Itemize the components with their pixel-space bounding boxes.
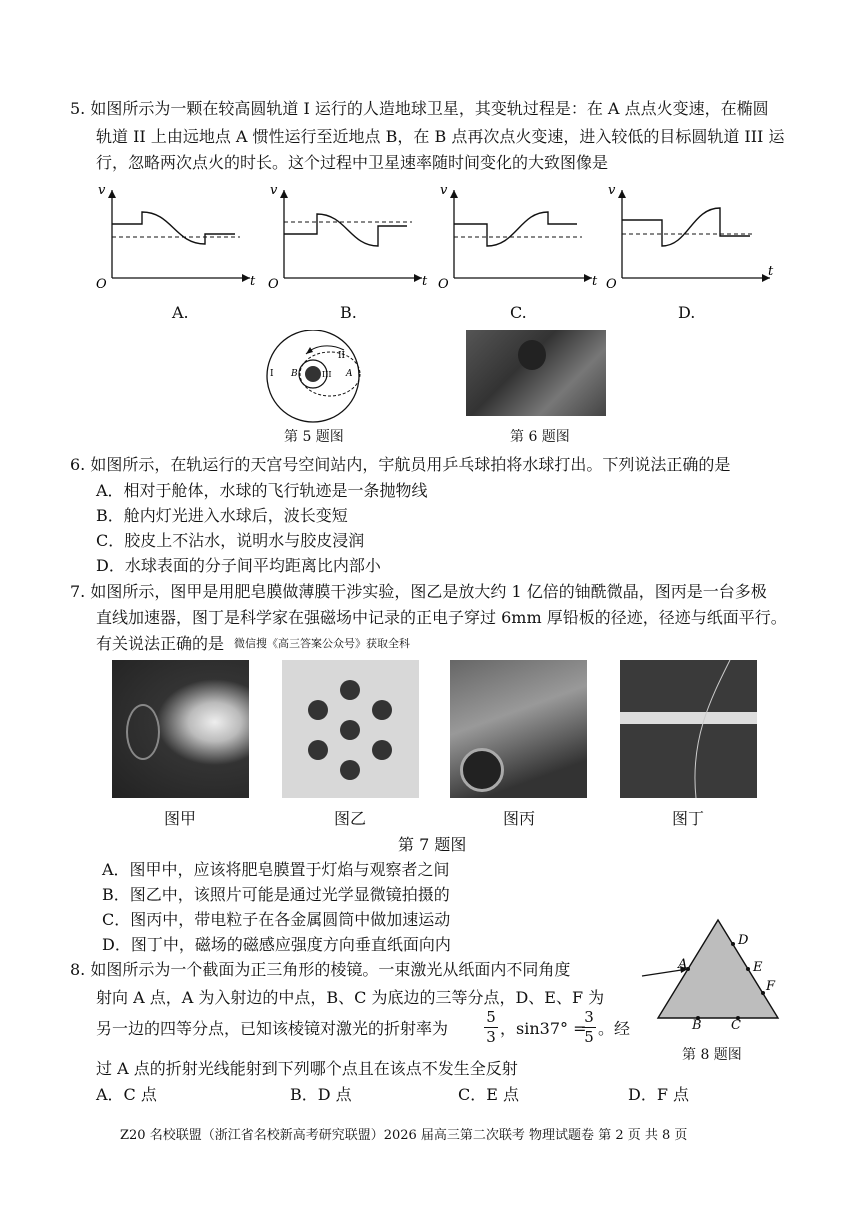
q7-label-bing: 图丙 — [503, 809, 536, 828]
q5-graph-a — [90, 182, 260, 296]
prism-label-b: B — [692, 1018, 702, 1033]
q8-fraction-refraction: 5 3 — [484, 1008, 498, 1047]
svg-text:t: t — [768, 264, 774, 279]
svg-text:v: v — [270, 183, 278, 198]
q8-option-d: D．F 点 — [628, 1085, 690, 1104]
q7-photo-ding — [620, 660, 757, 798]
q6-option-d: D．水球表面的分子间平均距离比内部小 — [96, 556, 381, 575]
q7-figure-caption: 第 7 题图 — [398, 835, 467, 854]
q8-line-2: 射向 A 点，A 为入射边的中点，B、C 为底边的三等分点，D、E、F 为 — [96, 988, 605, 1007]
q7-photo-jia — [112, 660, 249, 798]
q7-option-c: C．图丙中，带电粒子在各金属圆筒中做加速运动 — [102, 910, 451, 929]
svg-text:O: O — [438, 277, 449, 292]
q8-sin-text: ，sin37° = — [500, 1019, 587, 1038]
q7-option-b: B．图乙中，该照片可能是通过光学显微镜拍摄的 — [102, 885, 450, 904]
q5-graph-d — [600, 182, 780, 296]
q8-option-a: A．C 点 — [96, 1085, 157, 1104]
q8-line-3a: 另一边的四等分点，已知该棱镜对激光的折射率为 — [96, 1019, 449, 1038]
svg-text:v: v — [608, 183, 616, 198]
q8-option-c: C．E 点 — [458, 1085, 520, 1104]
svg-text:A: A — [678, 957, 688, 972]
q5-line-1: 5. 如图所示为一颗在较高圆轨道 I 运行的人造地球卫星，其变轨过程是：在 A 点点火变速，在椭圆 — [70, 99, 769, 118]
q6-option-b: B．舱内灯光进入水球后，波长变短 — [96, 506, 348, 525]
svg-text:I: I — [270, 369, 274, 379]
q6-stem: 6. 如图所示，在轨运行的天宫号空间站内，宇航员用乒乓球拍将水球打出。下列说法正确的是 — [70, 455, 731, 474]
q5-graph-b — [262, 182, 432, 296]
q7-label-yi: 图乙 — [334, 809, 367, 828]
q8-prism-figure — [640, 914, 780, 1028]
q5-graph-c — [432, 182, 602, 296]
q8-fraction-sin: 3 5 — [582, 1008, 596, 1047]
q5-orbit-figure — [258, 330, 368, 430]
svg-text:O: O — [268, 277, 279, 292]
q7-line-2: 直线加速器，图丁是科学家在强磁场中记录的正电子穿过 6mm 厚铅板的径迹，径迹与纸面平行。 — [96, 608, 787, 627]
q7-label-jia: 图甲 — [164, 809, 197, 828]
svg-text:t: t — [592, 274, 598, 289]
q8-line-1: 8. 如图所示为一个截面为正三角形的棱镜。一束激光从纸面内不同角度 — [70, 960, 571, 979]
svg-text:B: B — [291, 369, 298, 379]
svg-text:O: O — [606, 277, 617, 292]
svg-text:v: v — [440, 183, 448, 198]
q8-option-b: B．D 点 — [290, 1085, 352, 1104]
q7-photo-bing — [450, 660, 587, 798]
q7-line-3: 有关说法正确的是 — [96, 634, 225, 653]
svg-text:E: E — [753, 960, 763, 975]
graph-origin-label: O — [96, 277, 107, 292]
q7-watermark: 微信搜《高三答案公众号》获取全科 — [234, 637, 410, 650]
svg-text:III: III — [322, 370, 332, 379]
svg-text:t: t — [422, 274, 428, 289]
graph-b-label: B. — [340, 303, 357, 322]
q5-line-3: 行，忽略两次点火的时长。这个过程中卫星速率随时间变化的大致图像是 — [96, 153, 609, 172]
q8-line-4: 过 A 点的折射光线能射到下列哪个点且在该点不发生全反射 — [96, 1059, 518, 1078]
graph-d-label: D. — [678, 303, 696, 322]
q7-label-ding: 图丁 — [672, 809, 705, 828]
q7-photo-yi — [282, 660, 419, 798]
q7-option-a: A．图甲中，应该将肥皂膜置于灯焰与观察者之间 — [102, 860, 450, 879]
svg-text:D: D — [738, 933, 749, 948]
q6-figure-caption: 第 6 题图 — [510, 429, 570, 445]
q6-photo — [466, 330, 606, 416]
q5-figure-caption: 第 5 题图 — [284, 429, 344, 445]
graph-a-label: A. — [172, 303, 189, 322]
q8-line-3c: 。经 — [598, 1019, 631, 1038]
svg-text:II: II — [338, 351, 346, 361]
graph-v-label: v — [98, 183, 106, 198]
graph-c-label: C. — [510, 303, 527, 322]
q8-figure-caption: 第 8 题图 — [682, 1047, 742, 1063]
svg-text:A: A — [346, 369, 353, 379]
graph-t-label: t — [250, 274, 256, 289]
q7-line-1: 7. 如图所示，图甲是用肥皂膜做薄膜干涉实验，图乙是放大约 1 亿倍的铀酰微晶，图丙是一台多极 — [70, 582, 767, 601]
q5-line-2: 轨道 II 上由远地点 A 惯性运行至近地点 B，在 B 点再次点火变速，进入较低的目标圆轨道 III 运 — [96, 127, 785, 146]
prism-label-c: C — [731, 1018, 741, 1033]
svg-text:F: F — [766, 979, 776, 994]
page-footer: Z20 名校联盟（浙江省名校新高考研究联盟）2026 届高三第二次联考 物理试题卷 第 2 页 共 8 页 — [120, 1128, 688, 1143]
q6-option-c: C．胶皮上不沾水，说明水与胶皮浸润 — [96, 531, 365, 550]
q6-option-a: A．相对于舱体，水球的飞行轨迹是一条抛物线 — [96, 481, 428, 500]
q7-option-d: D．图丁中，磁场的磁感应强度方向垂直纸面向内 — [102, 935, 451, 954]
